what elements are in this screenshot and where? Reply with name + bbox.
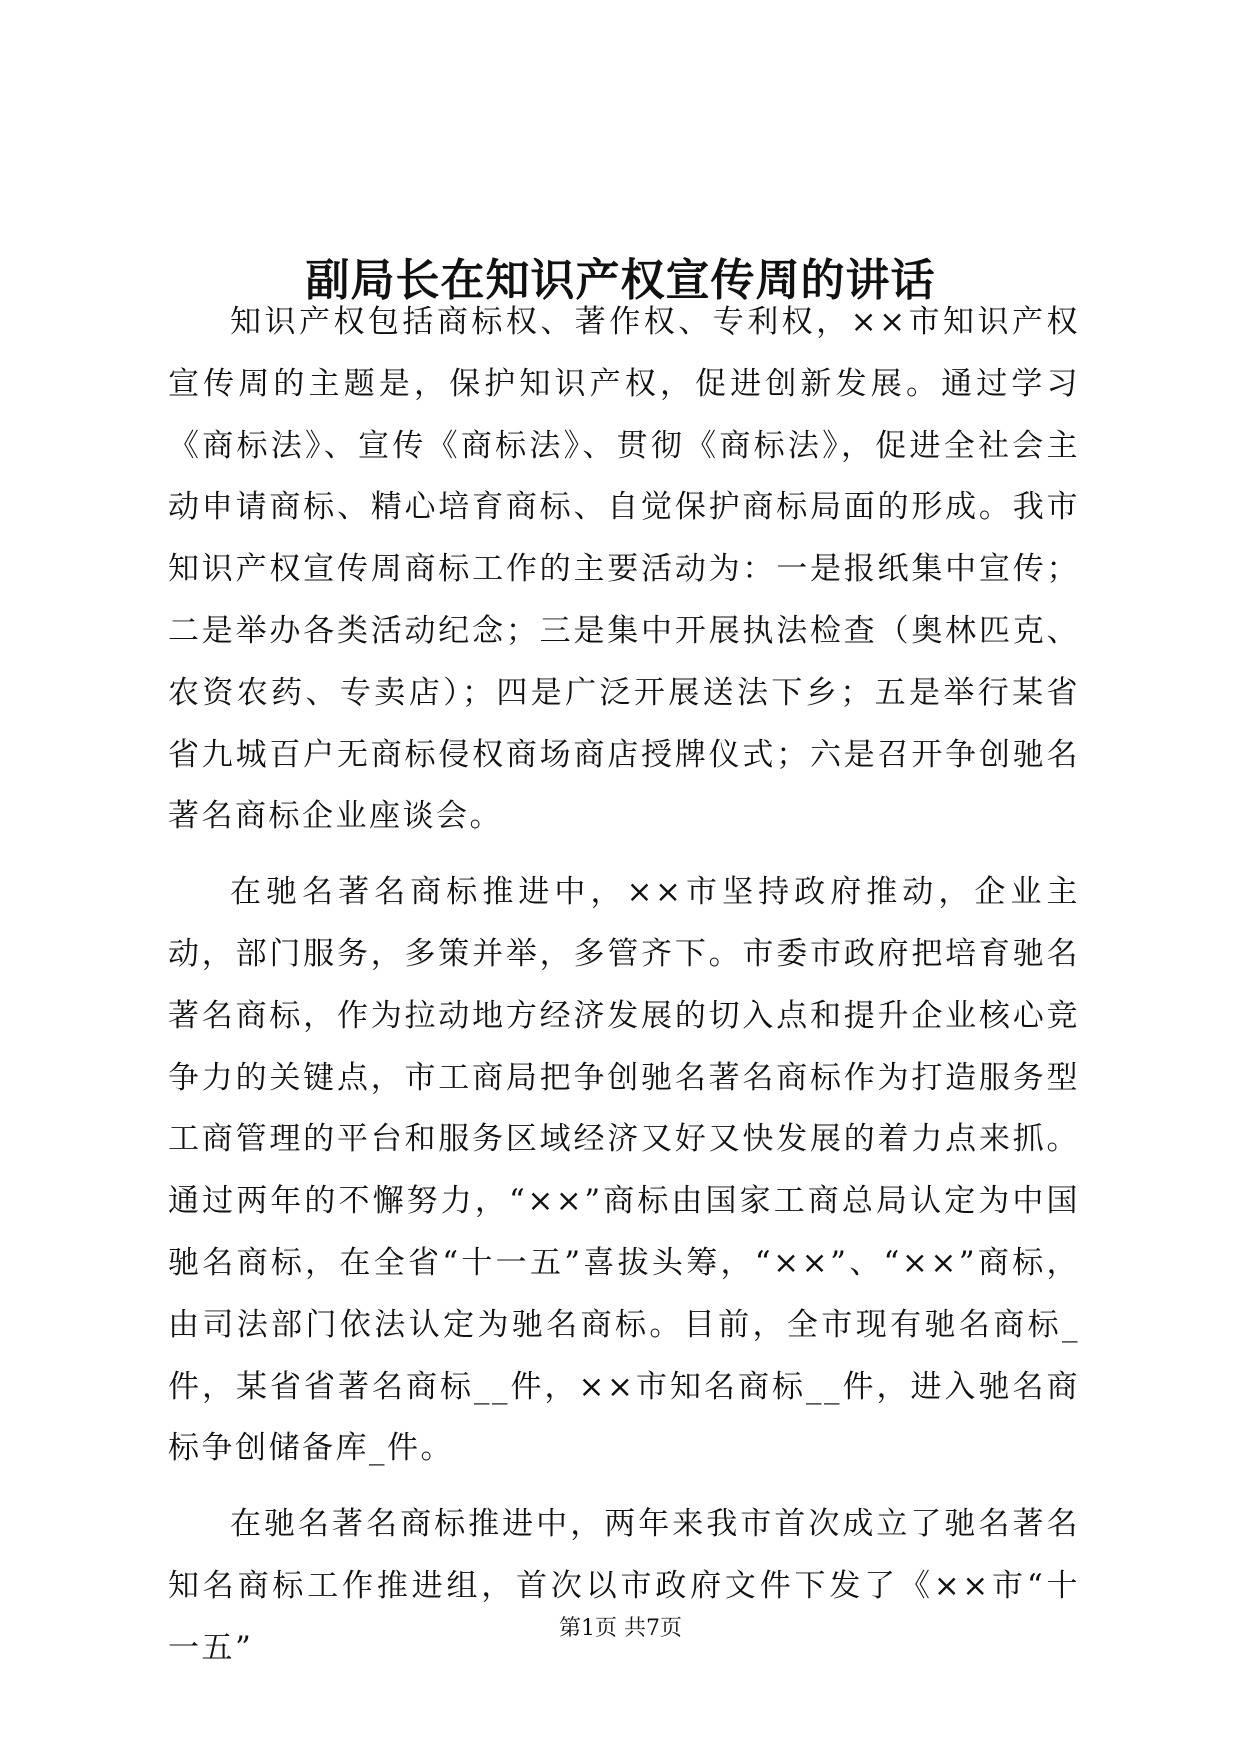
page-footer xyxy=(0,1614,1241,1644)
footer-page-number: 1 xyxy=(581,1616,595,1641)
footer-page-suffix: 页 xyxy=(660,1616,683,1641)
document-body xyxy=(168,292,1080,1680)
footer-page-mid: 页 共 xyxy=(595,1616,646,1641)
paragraph-1: 知识产权包括商标权、著作权、专利权，××市知识产权宣传周的主题是，保护知识产权，促进创新发展。通过学习《商标法》、宣传《商标法》、贯彻《商标法》，促进全社会主动申请商标、精心培育商标、自觉保护商标局面的形成。我市知识产权宣传周商标工作的主要活动为：一是报纸集中宣传；二是举办各类活动纪念；三是集中开展执法检查（奥林匹克、农资农药、专卖店）；四是广泛开展送法下乡；五是举行某省省九城百户无商标侵权商场商店授牌仪式；六是召开争创驰名著名商标企业座谈会。 xyxy=(168,304,1080,835)
page-title: 副局长在知识产权宣传周的讲话 xyxy=(305,255,936,307)
paragraph-3: 在驰名著名商标推进中，两年来我市首次成立了驰名著名知名商标工作推进组，首次以市政府文件下发了《××市“十一五” xyxy=(168,1506,1080,1666)
paragraph-2: 在驰名著名商标推进中，××市坚持政府推动，企业主动，部门服务，多策并举，多管齐下。市委市政府把培育驰名著名商标，作为拉动地方经济发展的切入点和提升企业核心竞争力的关键点，市工商局把争创驰名著名商标作为打造服务型工商管理的平台和服务区域经济又好又快发展的着力点来抓。通过两年的不懈努力，“××”商标由国家工商总局认定为中国驰名商标，在全省“十一五”喜拔头筹，“××”、“××”商标，由司法部门依法认定为驰名商标。目前，全市现有驰名商标_件，某省省著名商标__件，××市知名商标__件，进入驰名商标争创储备库_件。 xyxy=(168,874,1080,1467)
footer-page-prefix: 第 xyxy=(558,1616,581,1641)
footer-total-pages: 7 xyxy=(646,1616,660,1641)
